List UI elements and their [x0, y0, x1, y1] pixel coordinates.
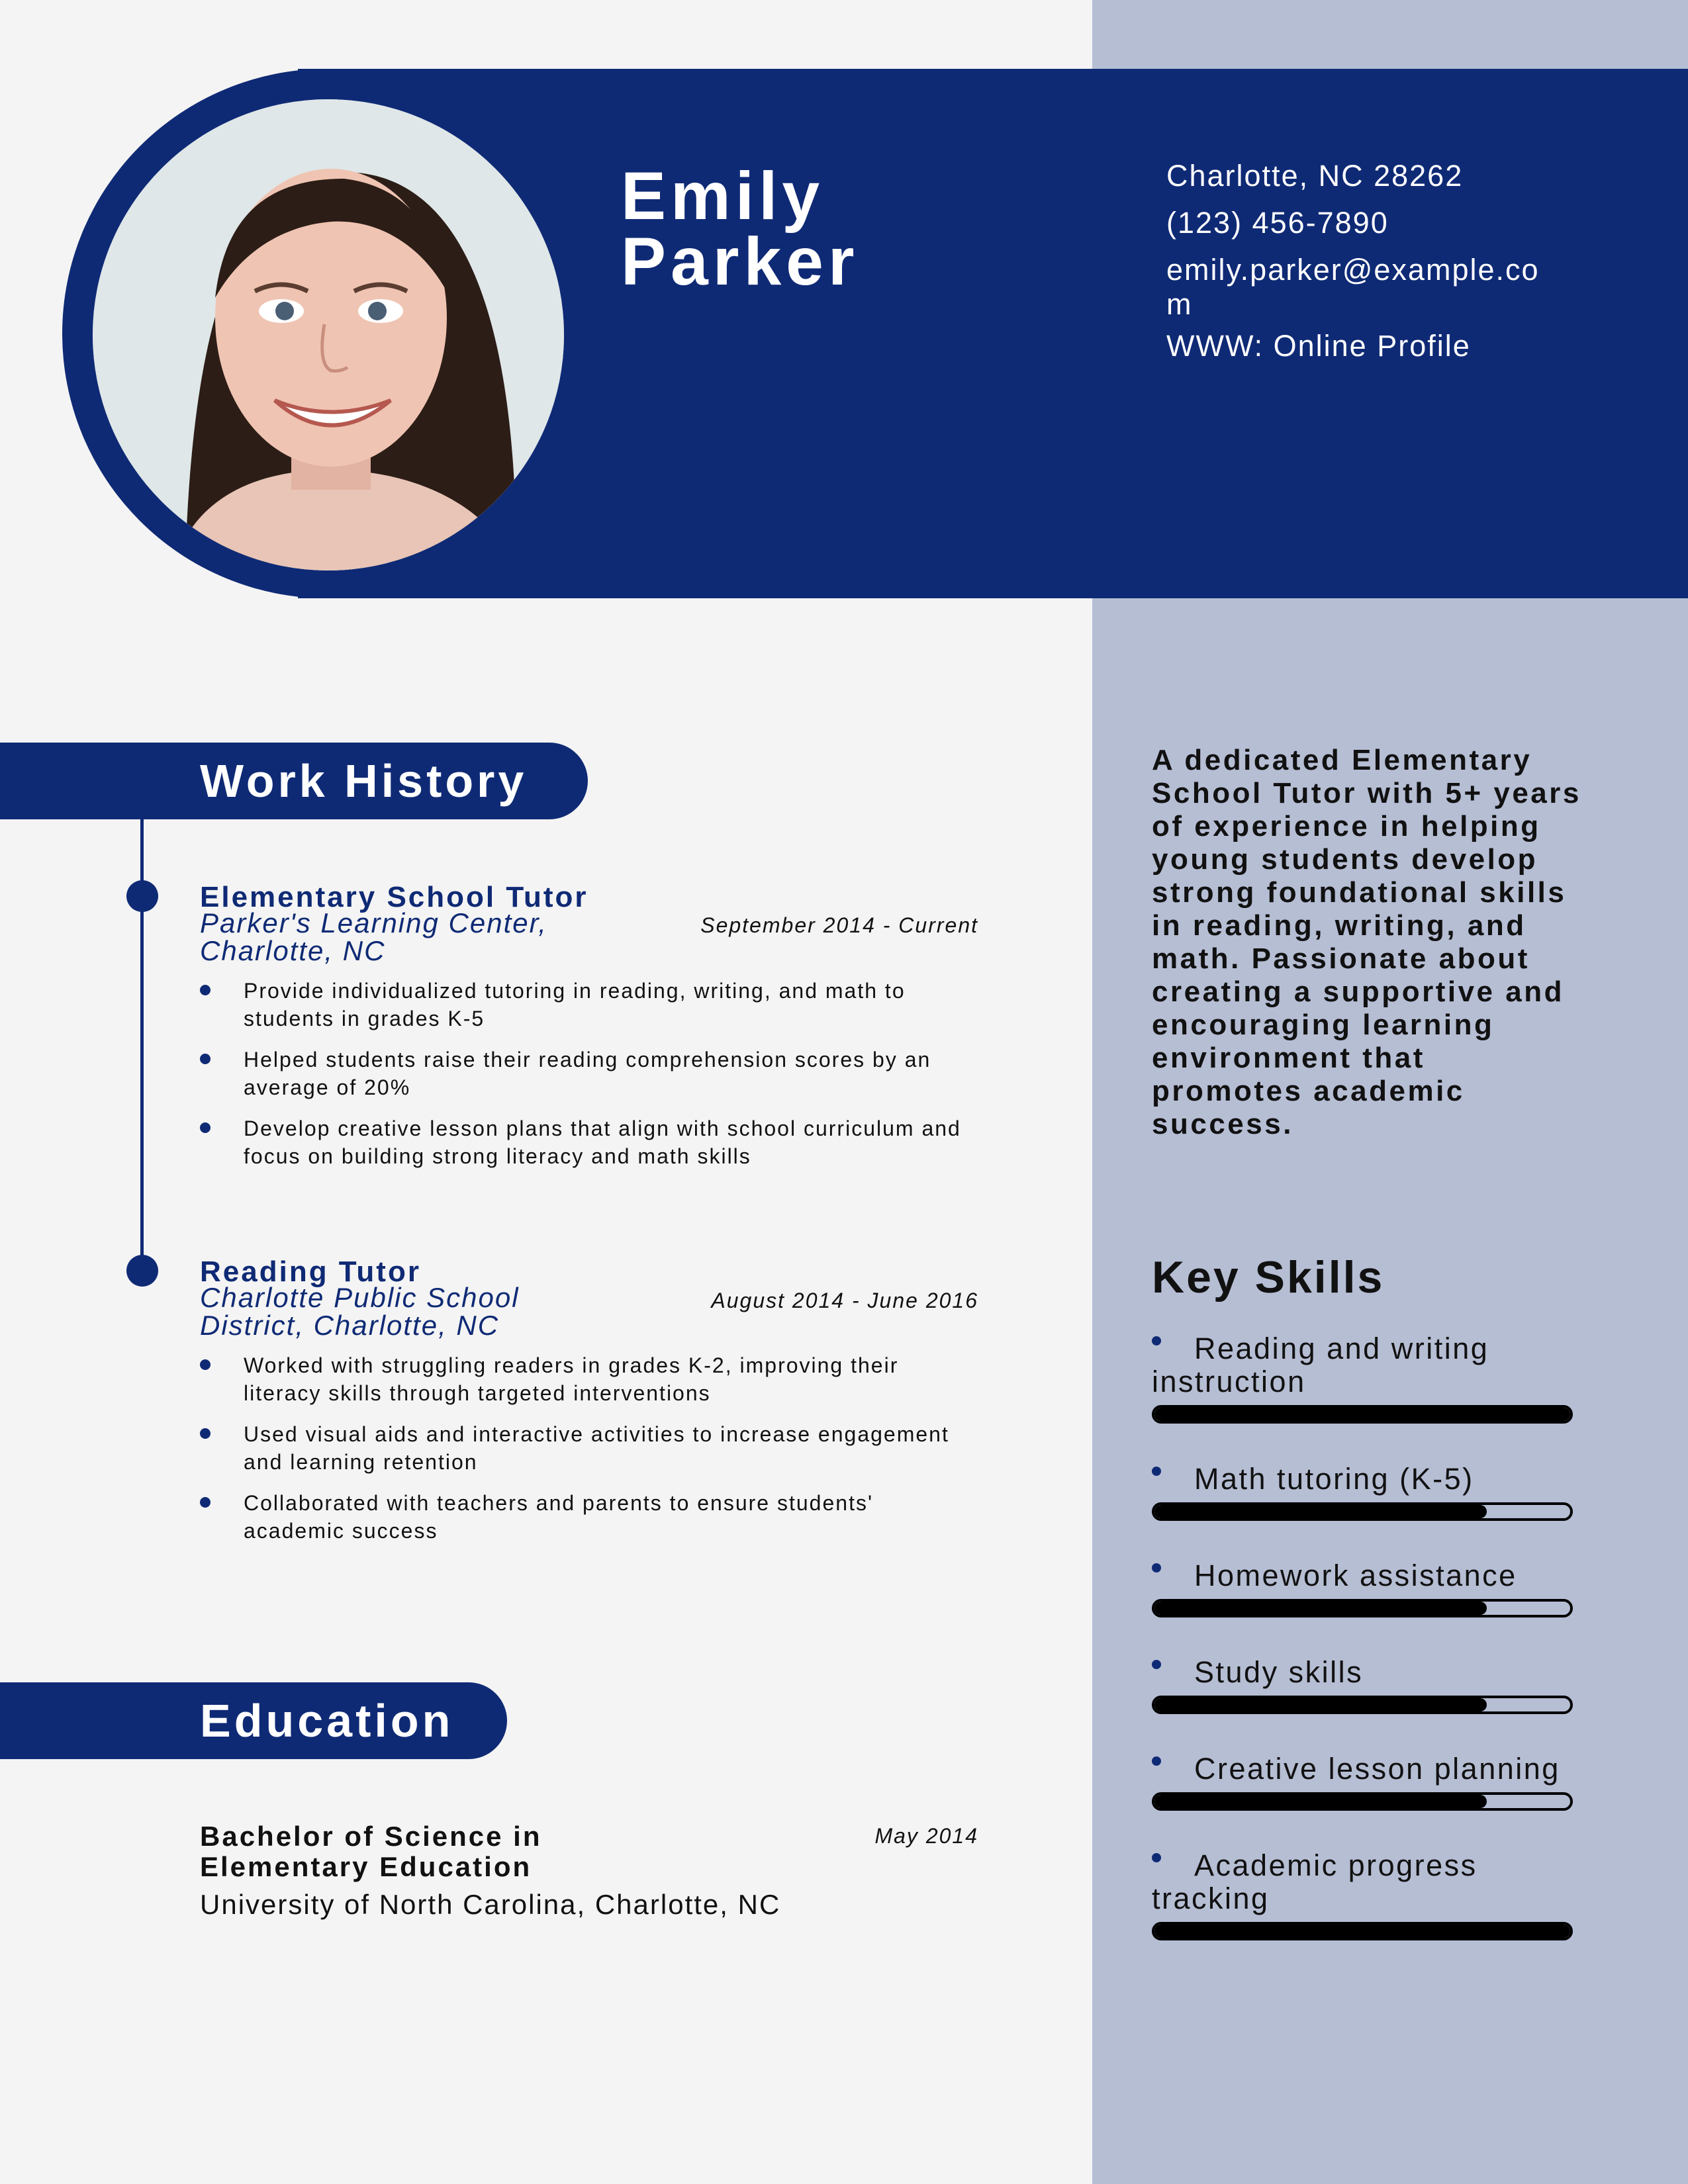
skill-level-fill	[1154, 1602, 1487, 1615]
skill-item	[1152, 1656, 1575, 1714]
skill-label: Study skills	[1194, 1655, 1364, 1689]
contact-email[interactable]: emily.parker@example.com	[1166, 253, 1540, 321]
job-bullets	[200, 1351, 981, 1558]
contact-location: Charlotte, NC 28262	[1166, 159, 1464, 193]
skill-label: Creative lesson planning	[1194, 1752, 1560, 1786]
list-item: Used visual aids and interactive activities to increase engagement and learning retention	[200, 1420, 981, 1476]
skill-item	[1152, 1849, 1575, 1940]
job-dates: August 2014 - June 2016	[711, 1289, 978, 1312]
timeline-dot	[126, 880, 158, 912]
skill-level-fill	[1154, 1698, 1487, 1711]
contact-phone: (123) 456-7890	[1166, 206, 1389, 240]
skill-level-bar	[1152, 1599, 1573, 1617]
job-company: Parker's Learning Center, Charlotte, NC	[200, 907, 547, 966]
skill-label: Homework assistance	[1194, 1559, 1517, 1592]
skill-label: Reading and writing instruction	[1152, 1332, 1489, 1398]
skill-level-bar	[1152, 1502, 1573, 1521]
degree-title: Bachelor of Science in Elementary Education	[200, 1821, 542, 1882]
skill-level-bar	[1152, 1922, 1573, 1940]
key-skills-heading: Key Skills	[1152, 1252, 1385, 1302]
bullet-dot	[1152, 1853, 1161, 1862]
profile-photo	[93, 99, 564, 570]
list-item: Worked with struggling readers in grades K-2, improving their literacy skills through targeted interventions	[200, 1351, 981, 1407]
job-title: Elementary School Tutor	[200, 881, 588, 913]
skill-item	[1152, 1559, 1575, 1617]
professional-summary: A dedicated Elementary School Tutor with 5+ years of experience in helping young students develop strong foundational skills in reading, writing, and math. Passionate about creating a supportive and encouraging learning environment that promotes academic success.	[1152, 744, 1581, 1140]
bullet-dot	[1152, 1336, 1161, 1345]
list-item: Develop creative lesson plans that align with school curriculum and focus on building strong literacy and math skills	[200, 1115, 981, 1170]
work-history-heading: Work History	[0, 743, 588, 819]
job-title: Reading Tutor	[200, 1255, 421, 1288]
bullet-dot	[1152, 1467, 1161, 1476]
skill-item	[1152, 1463, 1575, 1521]
skill-level-bar	[1152, 1696, 1573, 1714]
list-item: Provide individualized tutoring in reading, writing, and math to students in grades K-5	[200, 977, 981, 1032]
skill-level-bar	[1152, 1405, 1573, 1424]
skill-label: Math tutoring (K-5)	[1194, 1462, 1474, 1496]
skill-label: Academic progress tracking	[1152, 1848, 1477, 1915]
job-dates: September 2014 - Current	[700, 913, 978, 937]
skill-level-fill	[1154, 1925, 1570, 1938]
timeline-dot	[126, 1255, 158, 1287]
last-name: Parker	[621, 224, 859, 299]
skill-level-fill	[1154, 1408, 1570, 1421]
skill-level-bar	[1152, 1792, 1573, 1811]
bullet-dot	[1152, 1563, 1161, 1572]
contact-web-link[interactable]: WWW: Online Profile	[1166, 329, 1471, 363]
skill-item	[1152, 1332, 1575, 1424]
bullet-dot	[1152, 1756, 1161, 1766]
school-name: University of North Carolina, Charlotte, NC	[200, 1889, 781, 1920]
job-bullets	[200, 977, 981, 1183]
bullet-dot	[1152, 1660, 1161, 1669]
list-item: Collaborated with teachers and parents to ensure students' academic success	[200, 1489, 981, 1545]
list-item: Helped students raise their reading comprehension scores by an average of 20%	[200, 1046, 981, 1101]
education-date: May 2014	[874, 1824, 978, 1848]
job-company: Charlotte Public School District, Charlotte, NC	[200, 1282, 520, 1341]
education-heading: Education	[0, 1682, 507, 1759]
skill-item	[1152, 1752, 1575, 1811]
skill-level-fill	[1154, 1505, 1487, 1518]
portrait-illustration	[93, 99, 564, 570]
first-name: Emily	[621, 158, 825, 234]
skill-level-fill	[1154, 1795, 1487, 1808]
